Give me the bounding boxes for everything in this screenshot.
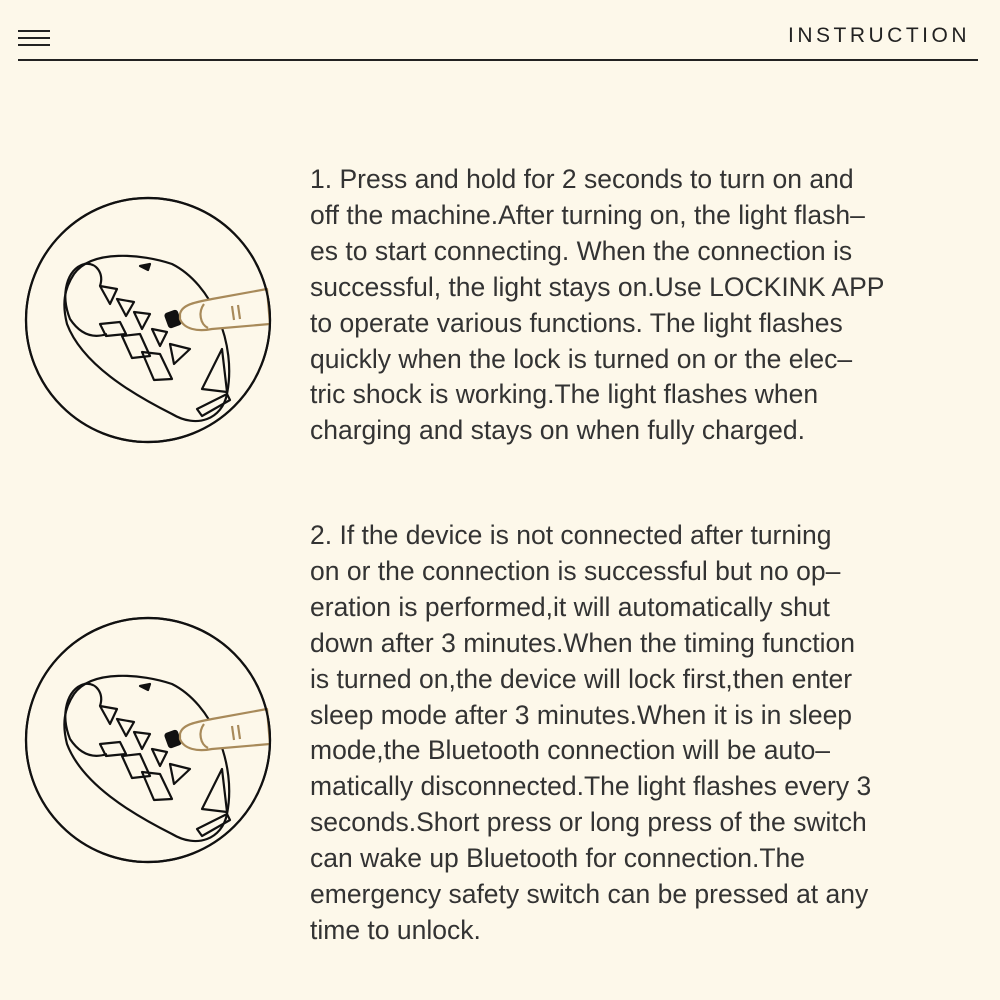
instruction-step-1 [310,162,990,449]
instruction-line: quickly when the lock is turned on or the elec– [310,343,853,374]
instruction-line: charging and stays on when fully charged. [310,415,805,446]
instruction-line: 1. Press and hold for 2 seconds to turn on and [310,164,854,194]
hamburger-menu-icon[interactable] [18,30,50,50]
instruction-line: matically disconnected.The light flashes every 3 [310,771,872,802]
device-illustration-step-2 [22,614,274,866]
instruction-line: sleep mode after 3 minutes.When it is in sleep [310,699,853,730]
instruction-step-2 [310,518,990,949]
page-title: INSTRUCTION [788,24,970,47]
device-illustration-step-1 [22,194,274,446]
instruction-line: eration is performed,it will automatically shut [310,591,830,622]
header-divider [18,59,978,61]
instruction-line: mode,the Bluetooth connection will be auto– [310,735,831,766]
instruction-line: on or the connection is successful but no op– [310,555,841,586]
instruction-line: down after 3 minutes.When the timing function [310,627,856,658]
instruction-line: is turned on,the device will lock first,then enter [310,663,853,694]
instruction-line: tric shock is working.The light flashes when [310,379,819,410]
instruction-line: off the machine.After turning on, the light flash– [310,199,865,230]
finger-pressing-device-button-icon [22,853,274,870]
instruction-line: successful, the light stays on.Use LOCKINK APP [310,271,885,302]
instruction-line: can wake up Bluetooth for connection.The [310,843,805,874]
instruction-line: emergency safety switch can be pressed at any [310,879,869,910]
instruction-line: seconds.Short press or long press of the switch [310,807,867,838]
instruction-line: 2. If the device is not connected after turning [310,520,832,550]
finger-pressing-device-button-icon [22,433,274,450]
instruction-line: es to start connecting. When the connection is [310,235,853,266]
instruction-line: to operate various functions. The light flashes [310,307,843,338]
instruction-line: time to unlock. [310,914,481,945]
